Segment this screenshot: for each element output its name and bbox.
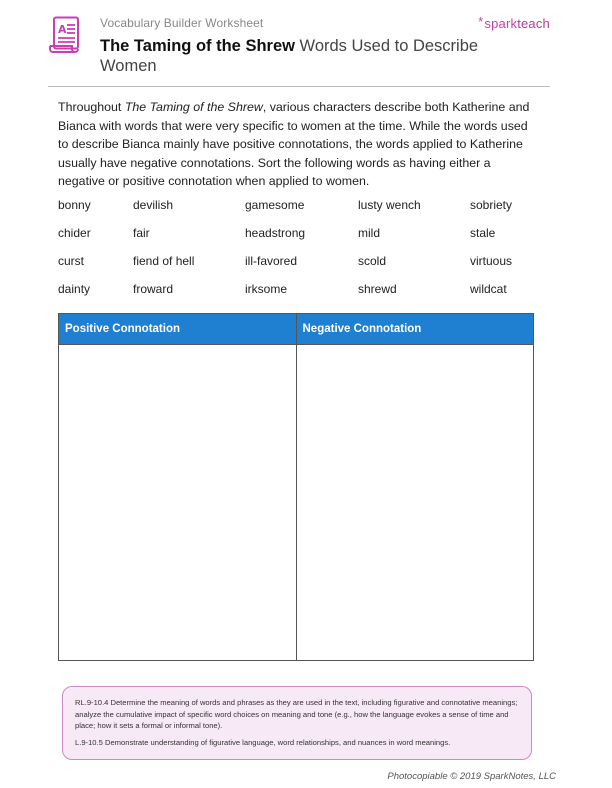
word-bank-item: mild [358, 226, 381, 240]
brand-star: * [478, 14, 484, 29]
word-bank-item: ill-favored [245, 254, 298, 268]
title-bold: The Taming of the Shrew [100, 37, 295, 55]
negative-column-header: Negative Connotation [297, 314, 534, 345]
positive-column-header: Positive Connotation [59, 314, 296, 345]
standard-rl: RL.9-10.4 Determine the meaning of words and phrases as they are used in the text, including figurative and connotative meanings; analyze the cumulative impact of specific word choices on meaning and tone (e.g., how the language evokes a sense of time and place; how it sets a formal or informal tone). [75, 698, 518, 730]
word-bank-item: stale [470, 226, 496, 240]
document-list-icon [48, 16, 82, 56]
worksheet-type: Vocabulary Builder Worksheet [100, 16, 264, 30]
brand-teach: teach [517, 16, 550, 31]
standard-l: L.9-10.5 Demonstrate understanding of figurative language, word relationships, and nuances in word meanings. [75, 737, 451, 747]
negative-column [296, 314, 534, 660]
intro-part2: , various characters describe both Katherine and Bianca with words that were very specific to women at the time. While the words used to describe Bianca mainly have positive connotations, the words applied to Katherine usually have negative connotations. Sort the following words as having either a negative or positive connotation when applied to women. [58, 100, 530, 188]
word-bank-item: bonny [58, 198, 91, 212]
word-bank-item: dainty [58, 282, 91, 296]
instructions [58, 98, 538, 191]
sorting-chart [58, 313, 534, 661]
positive-column [59, 314, 296, 660]
word-bank-item: lusty wench [358, 198, 421, 212]
word-bank-item: wildcat [470, 282, 507, 296]
copyright-footer: Photocopiable © 2019 SparkNotes, LLC [387, 771, 556, 782]
intro-title: The Taming of the Shrew [124, 100, 263, 114]
sparkteach-logo [478, 14, 550, 31]
standards-box [62, 686, 532, 760]
word-bank-item: headstrong [245, 226, 306, 240]
word-bank-item: sobriety [470, 198, 513, 212]
word-bank-item: devilish [133, 198, 174, 212]
word-bank-item: gamesome [245, 198, 305, 212]
word-bank-item: chider [58, 226, 91, 240]
word-bank-item: virtuous [470, 254, 513, 268]
header-divider [48, 86, 550, 87]
title-rest: Words Used to Describe Women [100, 37, 479, 75]
page-title [100, 36, 500, 76]
word-bank-item: shrewd [358, 282, 397, 296]
word-bank [58, 196, 548, 299]
negative-answer-area[interactable] [297, 345, 534, 660]
word-bank-item: curst [58, 254, 85, 268]
positive-answer-area[interactable] [59, 345, 296, 660]
word-bank-item: fiend of hell [133, 254, 195, 268]
intro-part1: Throughout [58, 100, 125, 114]
word-bank-item: froward [133, 282, 174, 296]
svg-text:A: A [58, 23, 67, 36]
brand-spark: spark [484, 16, 518, 31]
word-bank-item: scold [358, 254, 387, 268]
word-bank-item: fair [133, 226, 150, 240]
word-bank-item: irksome [245, 282, 288, 296]
